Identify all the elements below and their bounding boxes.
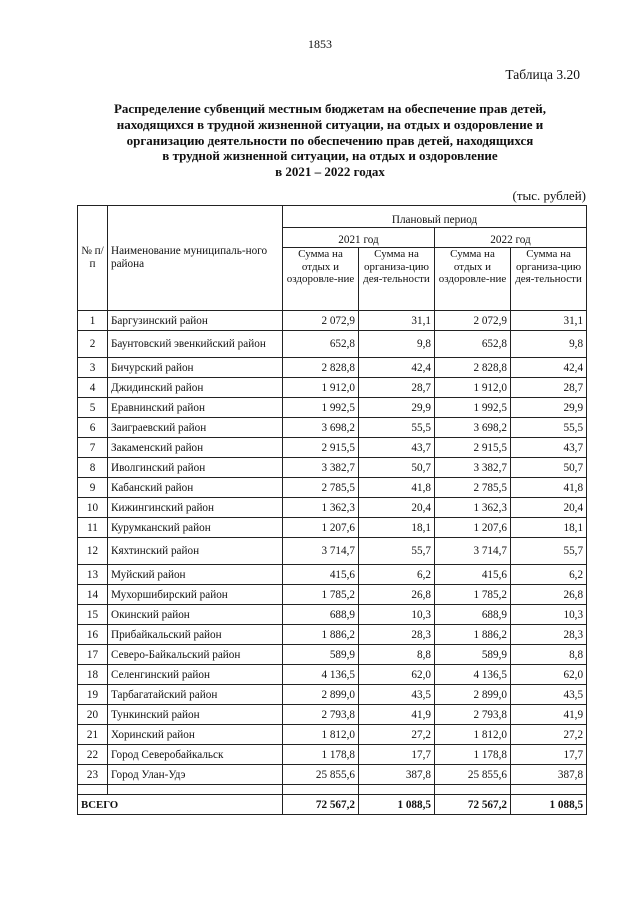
org-2021-value: 28,7 <box>359 378 435 398</box>
table-row <box>78 418 587 438</box>
row-number: 6 <box>78 418 108 438</box>
row-number: 18 <box>78 665 108 685</box>
table-row <box>78 378 587 398</box>
rest-2021-value: 688,9 <box>283 605 359 625</box>
title-line: в трудной жизненной ситуации, на отдых и оздоровление <box>162 148 498 164</box>
rest-2021-value: 1 992,5 <box>283 398 359 418</box>
row-number: 12 <box>78 538 108 565</box>
row-number: 10 <box>78 498 108 518</box>
org-2022-value: 10,3 <box>511 605 587 625</box>
org-2021-value: 55,7 <box>359 538 435 565</box>
rest-2022-value: 1 912,0 <box>435 378 511 398</box>
row-number: 17 <box>78 645 108 665</box>
org-2022-value: 28,7 <box>511 378 587 398</box>
spacer-cell <box>108 785 283 795</box>
total-rest-2021: 72 567,2 <box>283 795 359 815</box>
table-body <box>78 311 587 815</box>
org-2021-value: 18,1 <box>359 518 435 538</box>
table-row <box>78 665 587 685</box>
table-row <box>78 585 587 605</box>
org-2022-value: 41,8 <box>511 478 587 498</box>
rest-2022-value: 2 785,5 <box>435 478 511 498</box>
org-2022-value: 18,1 <box>511 518 587 538</box>
org-2021-value: 42,4 <box>359 358 435 378</box>
org-2022-value: 55,5 <box>511 418 587 438</box>
rest-2021-value: 25 855,6 <box>283 765 359 785</box>
district-name: Заиграевский район <box>108 418 283 438</box>
spacer-cell <box>78 785 108 795</box>
rest-2022-value: 2 793,8 <box>435 705 511 725</box>
rest-2021-value: 2 899,0 <box>283 685 359 705</box>
org-2021-value: 50,7 <box>359 458 435 478</box>
district-name: Муйский район <box>108 565 283 585</box>
header-year-2022: 2022 год <box>435 228 587 248</box>
rest-2021-value: 1 812,0 <box>283 725 359 745</box>
row-number: 5 <box>78 398 108 418</box>
rest-2021-value: 3 714,7 <box>283 538 359 565</box>
table-row <box>78 518 587 538</box>
org-2021-value: 31,1 <box>359 311 435 331</box>
org-2022-value: 43,7 <box>511 438 587 458</box>
table-row <box>78 645 587 665</box>
row-number: 9 <box>78 478 108 498</box>
title-line: Распределение субвенций местным бюджетам на обеспечение прав детей, <box>113 101 547 116</box>
rest-2022-value: 4 136,5 <box>435 665 511 685</box>
district-name: Кяхтинский район <box>108 538 283 565</box>
spacer-cell <box>359 785 435 795</box>
org-2021-value: 28,3 <box>359 625 435 645</box>
row-number: 4 <box>78 378 108 398</box>
rest-2021-value: 1 886,2 <box>283 625 359 645</box>
row-number: 21 <box>78 725 108 745</box>
table-row <box>78 765 587 785</box>
org-2021-value: 27,2 <box>359 725 435 745</box>
district-name: Город Улан-Удэ <box>108 765 283 785</box>
org-2021-value: 43,7 <box>359 438 435 458</box>
rest-2022-value: 3 698,2 <box>435 418 511 438</box>
district-name: Город Северобайкальск <box>108 745 283 765</box>
district-name: Еравнинский район <box>108 398 283 418</box>
rest-2022-value: 1 362,3 <box>435 498 511 518</box>
table-row <box>78 685 587 705</box>
org-2022-value: 28,3 <box>511 625 587 645</box>
org-2022-value: 43,5 <box>511 685 587 705</box>
rest-2021-value: 652,8 <box>283 331 359 358</box>
org-2021-value: 17,7 <box>359 745 435 765</box>
district-name: Тункинский район <box>108 705 283 725</box>
table-row <box>78 565 587 585</box>
org-2022-value: 62,0 <box>511 665 587 685</box>
rest-2022-value: 1 785,2 <box>435 585 511 605</box>
spacer-row <box>78 785 587 795</box>
table-row <box>78 498 587 518</box>
org-2022-value: 6,2 <box>511 565 587 585</box>
org-2022-value: 31,1 <box>511 311 587 331</box>
district-name: Северо-Байкальский район <box>108 645 283 665</box>
row-number: 19 <box>78 685 108 705</box>
district-name: Джидинский район <box>108 378 283 398</box>
title-line: организацию деятельности по обеспечению прав детей, находящихся <box>126 132 534 148</box>
rest-2021-value: 1 785,2 <box>283 585 359 605</box>
org-2021-value: 55,5 <box>359 418 435 438</box>
row-number: 7 <box>78 438 108 458</box>
rest-2022-value: 2 899,0 <box>435 685 511 705</box>
rest-2022-value: 415,6 <box>435 565 511 585</box>
row-number: 11 <box>78 518 108 538</box>
rest-2022-value: 652,8 <box>435 331 511 358</box>
rest-2022-value: 1 992,5 <box>435 398 511 418</box>
org-2022-value: 387,8 <box>511 765 587 785</box>
rest-2021-value: 1 912,0 <box>283 378 359 398</box>
district-name: Кижингинский район <box>108 498 283 518</box>
rest-2022-value: 688,9 <box>435 605 511 625</box>
rest-2021-value: 1 362,3 <box>283 498 359 518</box>
rest-2021-value: 415,6 <box>283 565 359 585</box>
row-number: 3 <box>78 358 108 378</box>
table-row <box>78 478 587 498</box>
rest-2022-value: 1 886,2 <box>435 625 511 645</box>
org-2022-value: 17,7 <box>511 745 587 765</box>
org-2021-value: 387,8 <box>359 765 435 785</box>
org-2021-value: 41,8 <box>359 478 435 498</box>
header-year-2021: 2021 год <box>283 228 435 248</box>
rest-2021-value: 3 382,7 <box>283 458 359 478</box>
org-2022-value: 9,8 <box>511 331 587 358</box>
district-name: Бичурский район <box>108 358 283 378</box>
org-2022-value: 8,8 <box>511 645 587 665</box>
row-number: 14 <box>78 585 108 605</box>
total-org-2022: 1 088,5 <box>511 795 587 815</box>
subvention-table <box>77 205 587 815</box>
row-number: 8 <box>78 458 108 478</box>
header-num: № п/п <box>78 206 108 311</box>
org-2021-value: 8,8 <box>359 645 435 665</box>
rest-2021-value: 1 178,8 <box>283 745 359 765</box>
rest-2022-value: 2 072,9 <box>435 311 511 331</box>
rest-2021-value: 2 072,9 <box>283 311 359 331</box>
org-2022-value: 41,9 <box>511 705 587 725</box>
district-name: Иволгинский район <box>108 458 283 478</box>
header-org-2021: Сумма на организа-цию дея-тельности <box>359 248 435 311</box>
rest-2021-value: 2 915,5 <box>283 438 359 458</box>
table-row <box>78 458 587 478</box>
district-name: Курумканский район <box>108 518 283 538</box>
org-2022-value: 26,8 <box>511 585 587 605</box>
district-name: Тарбагатайский район <box>108 685 283 705</box>
rest-2021-value: 2 785,5 <box>283 478 359 498</box>
spacer-cell <box>283 785 359 795</box>
org-2022-value: 42,4 <box>511 358 587 378</box>
table-row <box>78 538 587 565</box>
rest-2022-value: 3 382,7 <box>435 458 511 478</box>
district-name: Мухоршибирский район <box>108 585 283 605</box>
row-number: 1 <box>78 311 108 331</box>
rest-2022-value: 589,9 <box>435 645 511 665</box>
row-number: 22 <box>78 745 108 765</box>
rest-2021-value: 3 698,2 <box>283 418 359 438</box>
district-name: Кабанский район <box>108 478 283 498</box>
spacer-cell <box>511 785 587 795</box>
district-name: Селенгинский район <box>108 665 283 685</box>
header-rest-2022: Сумма на отдых и оздоровле-ние <box>435 248 511 311</box>
rest-2021-value: 589,9 <box>283 645 359 665</box>
org-2022-value: 29,9 <box>511 398 587 418</box>
row-number: 13 <box>78 565 108 585</box>
row-number: 23 <box>78 765 108 785</box>
org-2022-value: 20,4 <box>511 498 587 518</box>
table-row <box>78 605 587 625</box>
header-name: Наименование муниципаль-ного района <box>108 206 283 311</box>
header-rest-2021: Сумма на отдых и оздоровле-ние <box>283 248 359 311</box>
table-row <box>78 438 587 458</box>
table-row <box>78 331 587 358</box>
table-row <box>78 625 587 645</box>
rest-2022-value: 1 812,0 <box>435 725 511 745</box>
units-label: (тыс. рублей) <box>512 188 586 203</box>
org-2021-value: 10,3 <box>359 605 435 625</box>
district-name: Баунтовский эвенкийский район <box>108 331 283 358</box>
page-number: 1853 <box>308 37 332 51</box>
rest-2021-value: 2 828,8 <box>283 358 359 378</box>
org-2021-value: 26,8 <box>359 585 435 605</box>
rest-2022-value: 2 828,8 <box>435 358 511 378</box>
rest-2022-value: 25 855,6 <box>435 765 511 785</box>
org-2021-value: 41,9 <box>359 705 435 725</box>
rest-2022-value: 1 207,6 <box>435 518 511 538</box>
table-row <box>78 705 587 725</box>
org-2021-value: 9,8 <box>359 331 435 358</box>
district-name: Окинский район <box>108 605 283 625</box>
rest-2021-value: 1 207,6 <box>283 518 359 538</box>
org-2021-value: 43,5 <box>359 685 435 705</box>
table-label: Таблица 3.20 <box>505 67 580 82</box>
org-2021-value: 20,4 <box>359 498 435 518</box>
header-period: Плановый период <box>283 206 587 228</box>
table-row <box>78 725 587 745</box>
district-name: Баргузинский район <box>108 311 283 331</box>
table-title <box>70 101 590 180</box>
total-row <box>78 795 587 815</box>
total-org-2021: 1 088,5 <box>359 795 435 815</box>
rest-2022-value: 1 178,8 <box>435 745 511 765</box>
org-2021-value: 6,2 <box>359 565 435 585</box>
org-2022-value: 50,7 <box>511 458 587 478</box>
org-2022-value: 55,7 <box>511 538 587 565</box>
title-line: находящихся в трудной жизненной ситуации, на отдых и оздоровление и <box>116 116 544 132</box>
row-number: 15 <box>78 605 108 625</box>
district-name: Закаменский район <box>108 438 283 458</box>
org-2021-value: 29,9 <box>359 398 435 418</box>
rest-2021-value: 4 136,5 <box>283 665 359 685</box>
district-name: Хоринский район <box>108 725 283 745</box>
rest-2021-value: 2 793,8 <box>283 705 359 725</box>
row-number: 2 <box>78 331 108 358</box>
org-2021-value: 62,0 <box>359 665 435 685</box>
table-row <box>78 745 587 765</box>
header-org-2022: Сумма на организа-цию дея-тельности <box>511 248 587 311</box>
row-number: 16 <box>78 625 108 645</box>
table-row <box>78 398 587 418</box>
total-label: ВСЕГО <box>78 795 283 815</box>
table-row <box>78 358 587 378</box>
org-2022-value: 27,2 <box>511 725 587 745</box>
table-row <box>78 311 587 331</box>
district-name: Прибайкальский район <box>108 625 283 645</box>
rest-2022-value: 2 915,5 <box>435 438 511 458</box>
spacer-cell <box>435 785 511 795</box>
title-line: в 2021 – 2022 годах <box>275 164 385 180</box>
row-number: 20 <box>78 705 108 725</box>
total-rest-2022: 72 567,2 <box>435 795 511 815</box>
rest-2022-value: 3 714,7 <box>435 538 511 565</box>
